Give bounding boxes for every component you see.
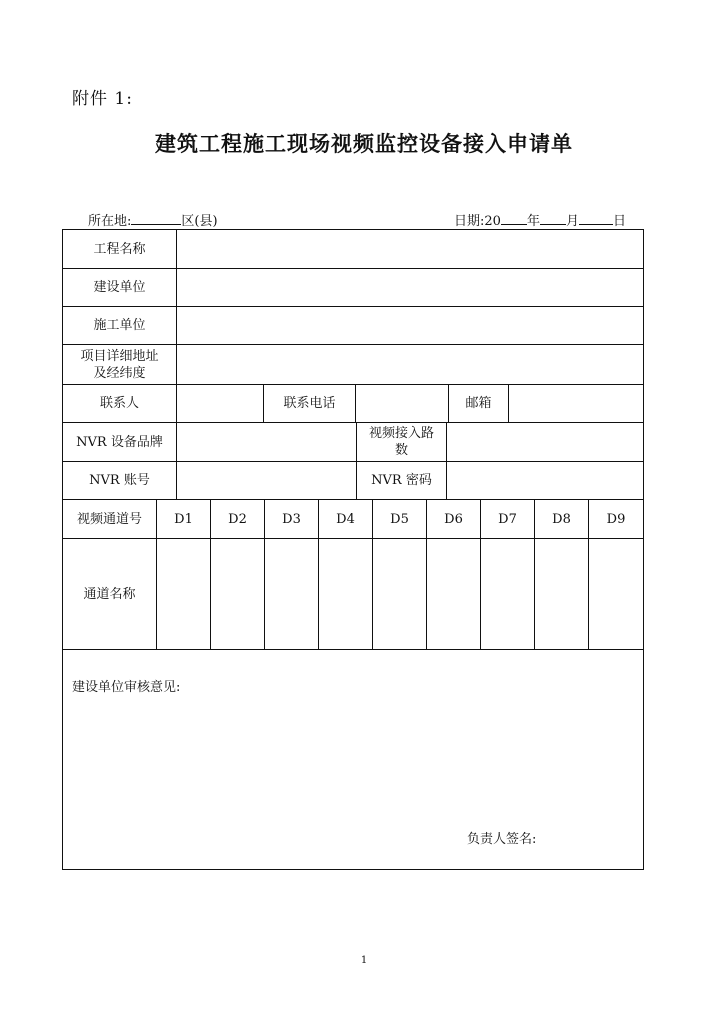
location-suffix: 区(县): [181, 214, 218, 229]
address-label-line2: 及经纬度: [93, 365, 146, 381]
channel-name-label: 通道名称: [83, 586, 136, 602]
construction-unit-label: 建设单位: [93, 280, 146, 295]
review-opinion-label: 建设单位审核意见:: [72, 680, 181, 695]
attachment-label: 附件 1:: [72, 89, 133, 109]
table-line: [355, 384, 356, 422]
page-title: 建筑工程施工现场视频监控设备接入申请单: [155, 131, 573, 156]
date-day-label: 日: [612, 214, 626, 229]
address-label-line1: 项目详细地址: [80, 348, 159, 364]
video-channels-label-line2: 数: [394, 443, 408, 458]
channel-header-d8: D8: [552, 511, 571, 527]
date-line: [454, 210, 626, 229]
location-blank: [131, 212, 181, 225]
nvr-account-label: NVR 账号: [89, 473, 150, 488]
day-blank: [579, 212, 613, 225]
channel-number-label: 视频通道号: [76, 511, 142, 527]
channel-header-d1: D1: [174, 511, 193, 527]
month-blank: [540, 212, 566, 225]
table-line: [643, 229, 644, 870]
contractor-unit-label: 施工单位: [93, 318, 146, 333]
channel-header-d5: D5: [390, 511, 409, 527]
contact-label: 联系人: [99, 396, 139, 411]
address-label: [63, 345, 176, 384]
location-prefix: 所在地:: [88, 214, 132, 229]
video-channels-label-line1: 视频接入路: [368, 426, 434, 441]
project-name-label: 工程名称: [93, 241, 146, 257]
date-year-label: 年: [526, 214, 540, 229]
channel-header-d7: D7: [498, 511, 517, 527]
location-line: [88, 210, 218, 229]
signature-label: 负责人签名:: [467, 832, 537, 847]
table-line: [176, 229, 177, 499]
nvr-password-label: NVR 密码: [371, 473, 432, 488]
date-month-label: 月: [565, 214, 579, 229]
table-line: [62, 869, 644, 870]
table-line: [62, 649, 644, 650]
table-line: [446, 422, 447, 499]
date-prefix: 日期:20: [454, 214, 501, 229]
channel-header-d3: D3: [282, 511, 301, 527]
video-channels-label: [357, 423, 446, 461]
nvr-brand-label: NVR 设备品牌: [76, 434, 163, 450]
email-label: 邮箱: [465, 396, 492, 411]
table-line: [508, 384, 509, 422]
year-blank: [501, 212, 527, 225]
channel-header-d4: D4: [336, 511, 355, 527]
page-number: 1: [360, 955, 368, 966]
channel-header-d6: D6: [444, 511, 463, 527]
channel-header-d2: D2: [228, 511, 247, 527]
channel-header-d9: D9: [606, 511, 626, 527]
phone-label: 联系电话: [283, 396, 336, 411]
